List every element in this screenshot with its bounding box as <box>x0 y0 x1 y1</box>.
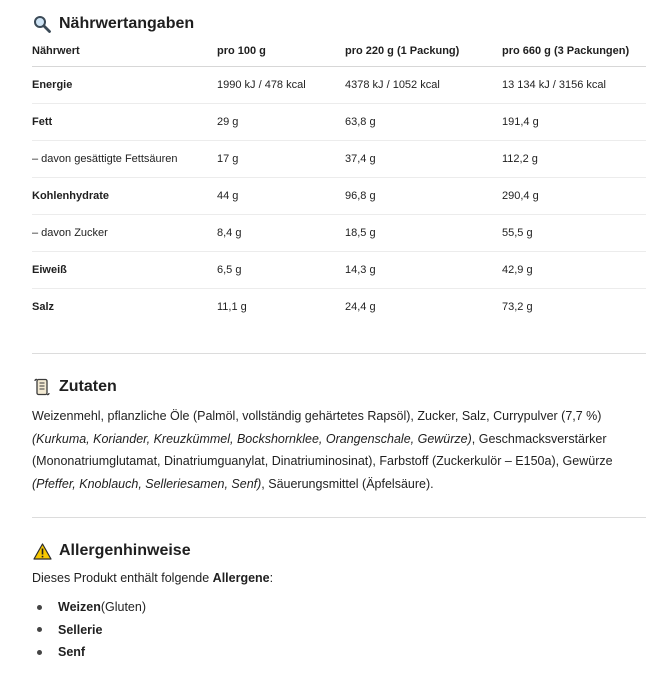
table-row <box>32 289 646 326</box>
row-label: Kohlenhydrate <box>32 178 217 215</box>
cell-value: 17 g <box>217 141 345 178</box>
row-label: – davon Zucker <box>32 215 217 252</box>
cell-value: 42,9 g <box>502 252 646 289</box>
ingredients-text <box>32 405 646 495</box>
warning-icon <box>32 541 52 561</box>
column-header: Nährwert <box>32 36 217 67</box>
allergens-intro <box>32 571 273 585</box>
table-row <box>32 104 646 141</box>
ingredients-heading <box>32 377 117 397</box>
row-label: – davon gesättigte Fettsäuren <box>32 141 217 178</box>
ingredients-part-italic: (Kurkuma, Koriander, Kreuzkümmel, Bockshornklee, Orangenschale, Gewürze) <box>32 431 472 446</box>
ingredients-title: Zutaten <box>59 378 117 395</box>
intro-bold: Allergene <box>212 571 270 585</box>
cell-value: 13 134 kJ / 3156 kcal <box>502 67 646 104</box>
section-divider <box>32 517 646 518</box>
table-row <box>32 215 646 252</box>
allergen-list <box>32 596 146 664</box>
bullet-icon <box>37 650 42 655</box>
cell-value: 96,8 g <box>345 178 502 215</box>
cell-value: 8,4 g <box>217 215 345 252</box>
column-header: pro 220 g (1 Packung) <box>345 36 502 67</box>
bullet-icon <box>37 605 42 610</box>
allergen-note: (Gluten) <box>100 600 146 615</box>
intro-suffix: : <box>269 571 274 585</box>
cell-value: 29 g <box>217 104 345 141</box>
nutrition-table <box>32 36 646 325</box>
bullet-icon <box>37 627 42 632</box>
ingredients-part: , Geschmacksverstärker (Mononatriumglutamat, Dinatriumguanylat, Dinatriuminosinat), Farbstoff (Zuckerkulör – E150a), Gewürze <box>32 431 613 468</box>
table-header-row <box>32 36 646 67</box>
magnifier-icon <box>32 14 52 34</box>
list-item <box>32 596 146 619</box>
cell-value: 112,2 g <box>502 141 646 178</box>
cell-value: 24,4 g <box>345 301 376 313</box>
column-header: pro 660 g (3 Packungen) <box>502 36 646 67</box>
allergens-title: Allergenhinweise <box>59 542 191 559</box>
row-label: Fett <box>32 104 217 141</box>
intro-text: Dieses Produkt enthält folgende <box>32 571 213 585</box>
cell-value: 73,2 g <box>502 301 533 313</box>
cell-value: 44 g <box>217 178 345 215</box>
ingredients-part-italic: (Pfeffer, Knoblauch, Selleriesamen, Senf) <box>32 476 262 491</box>
cell-value: 11,1 g <box>217 301 247 313</box>
row-label: Eiweiß <box>32 252 217 289</box>
cell-value: 1990 kJ / 478 kcal <box>217 67 345 104</box>
cell-value: 191,4 g <box>502 104 646 141</box>
section-divider <box>32 353 646 354</box>
table-row <box>32 141 646 178</box>
row-label: Energie <box>32 67 217 104</box>
list-item <box>32 641 146 664</box>
cell-value: 37,4 g <box>345 141 502 178</box>
row-label: Salz <box>32 301 55 313</box>
table-row <box>32 252 646 289</box>
cell-value: 55,5 g <box>502 215 646 252</box>
nutrition-heading <box>32 14 194 34</box>
cell-value: 4378 kJ / 1052 kcal <box>345 67 502 104</box>
allergen-name: Weizen <box>58 600 101 615</box>
column-header: pro 100 g <box>217 36 345 67</box>
table-row <box>32 178 646 215</box>
cell-value: 290,4 g <box>502 178 646 215</box>
cell-value: 18,5 g <box>345 215 502 252</box>
cell-value: 63,8 g <box>345 104 502 141</box>
cell-value: 14,3 g <box>345 252 502 289</box>
table-row <box>32 67 646 104</box>
cell-value: 6,5 g <box>217 252 345 289</box>
scroll-icon <box>32 377 52 397</box>
allergen-name: Senf <box>58 645 86 660</box>
ingredients-part: , Säuerungsmittel (Äpfelsäure). <box>261 476 434 491</box>
list-item <box>32 619 146 642</box>
nutrition-title: Nährwertangaben <box>59 15 195 32</box>
ingredients-part: Weizenmehl, pflanzliche Öle (Palmöl, vollständig gehärtetes Rapsöl), Zucker, Salz, Currypulver (7,7 %) <box>32 409 602 423</box>
allergens-heading <box>32 541 191 561</box>
allergen-name: Sellerie <box>58 622 103 637</box>
